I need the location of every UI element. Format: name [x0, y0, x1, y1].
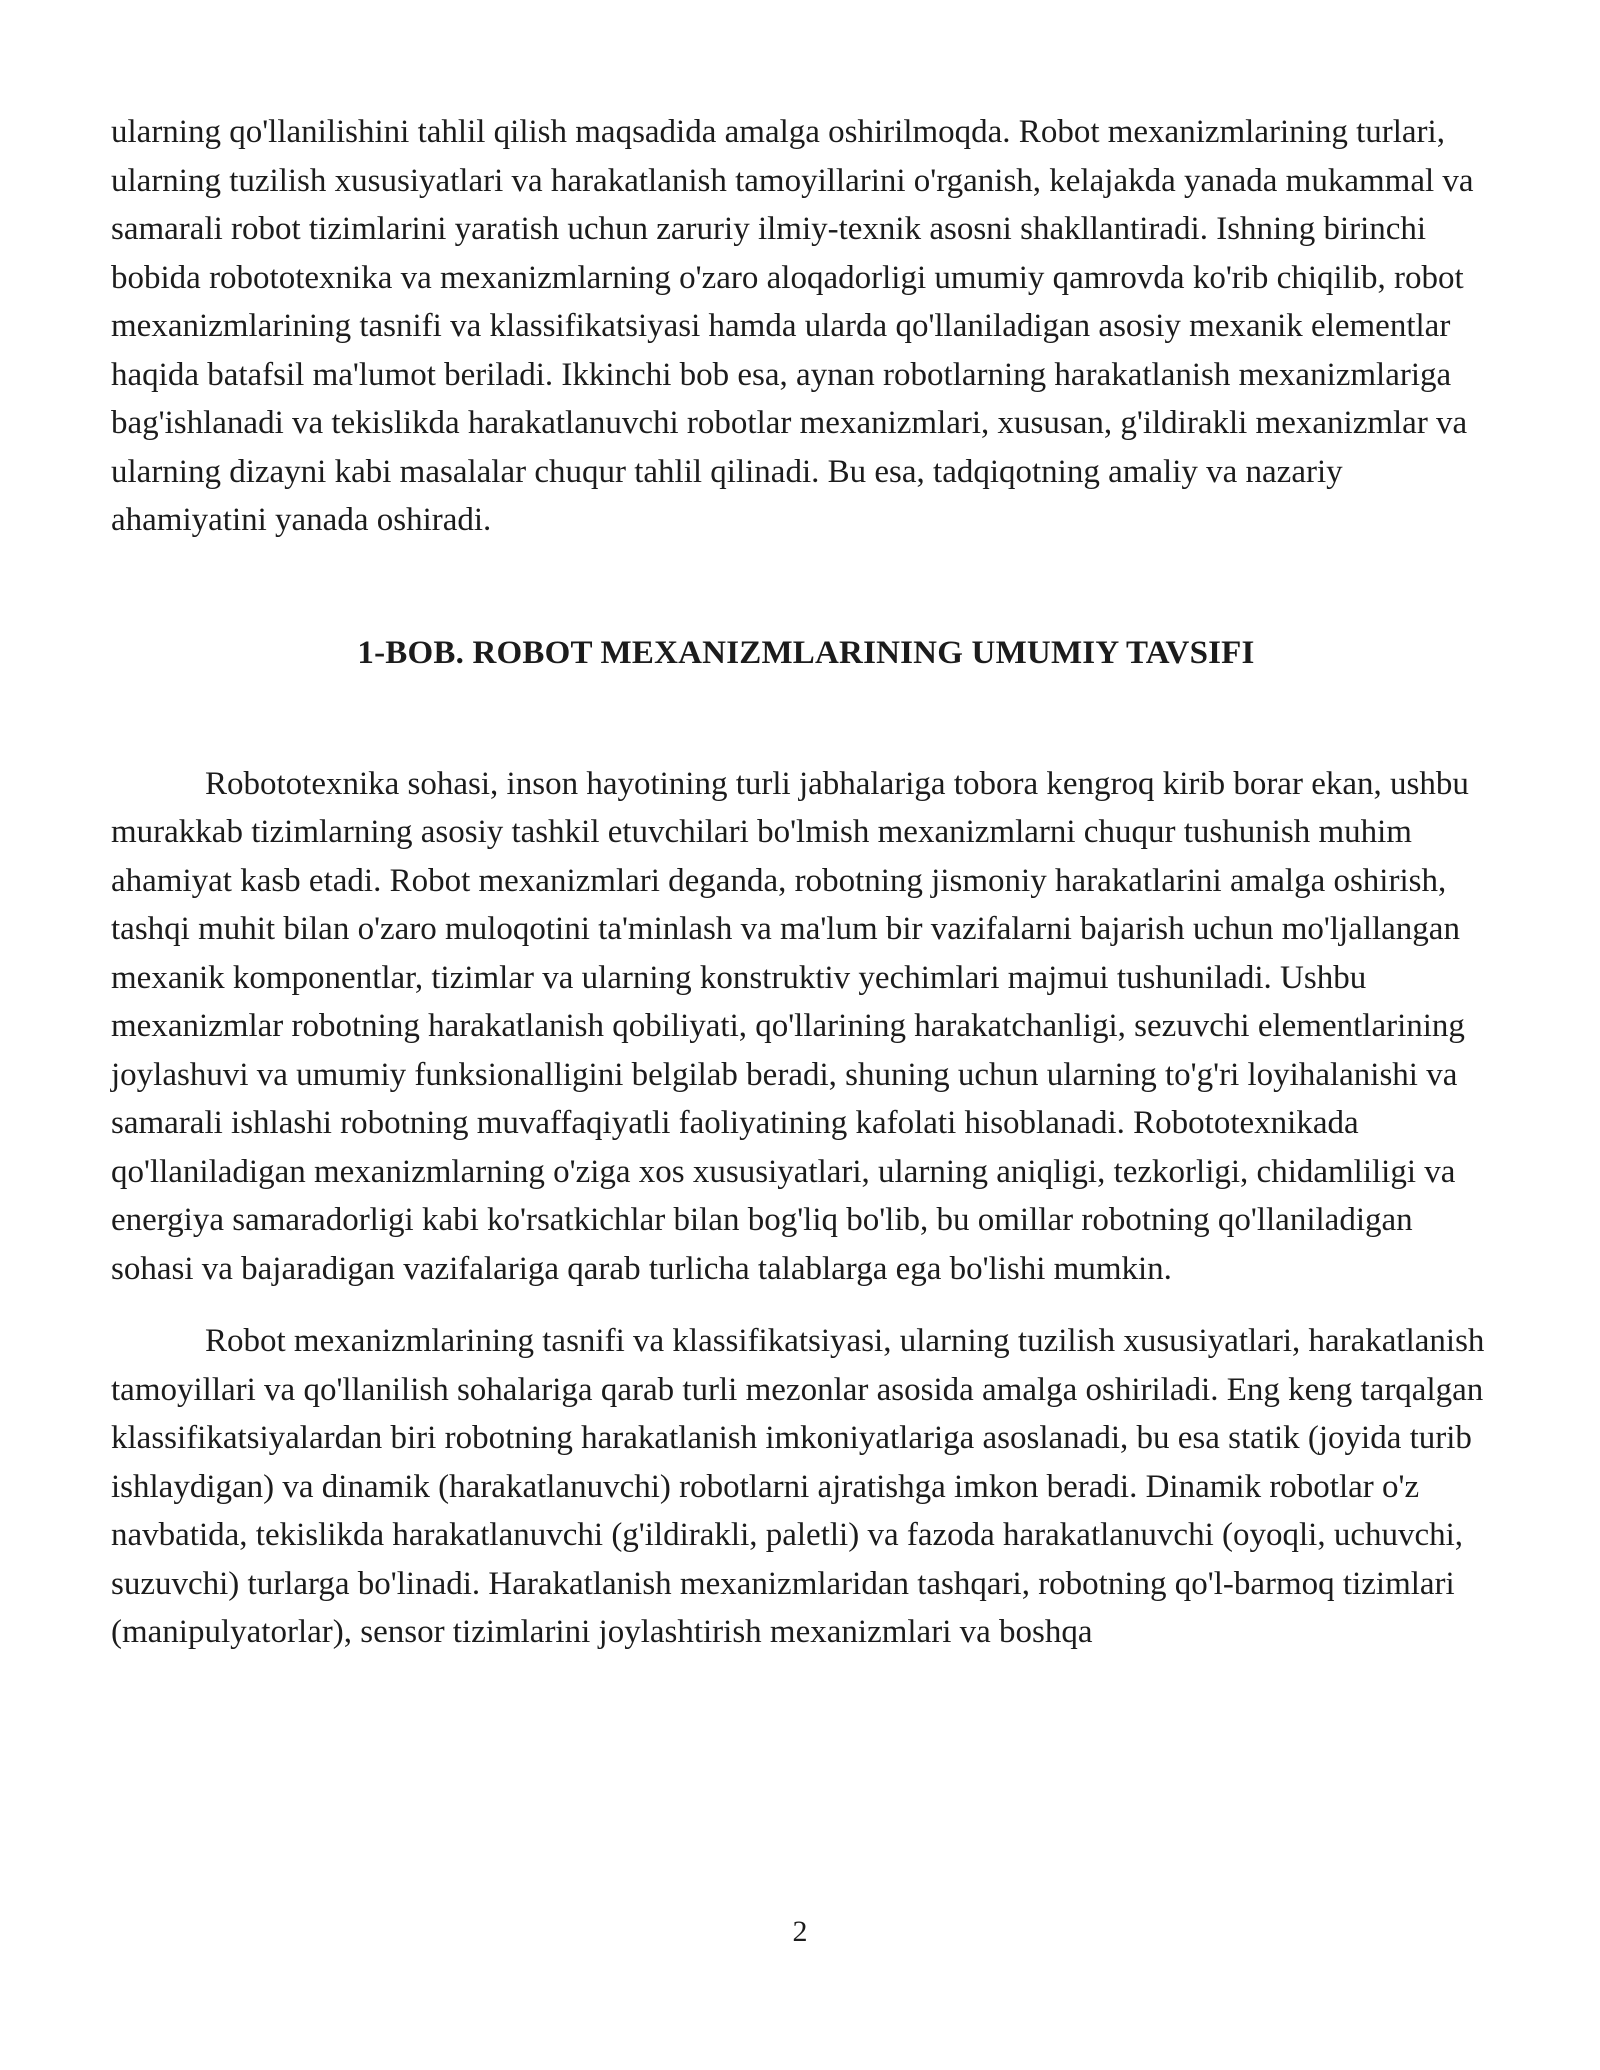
- page-content: [111, 108, 1501, 1657]
- chapter-title: 1-BOB. ROBOT MEXANIZMLARINING UMUMIY TAVSIFI: [357, 634, 1255, 671]
- intro-paragraph: ularning qo'llanilishini tahlil qilish maqsadida amalga oshirilmoqda. Robot mexanizmlarining turlari, ularning tuzilish xususiyatlari va harakatlanish tamoyillarini o'rganish, kelajakda yanada mukammal va samarali robot tizimlarini yaratish uchun zaruriy ilmiy-texnik asosni shakllantiradi. Ishning birinchi bobida robototexnika va mexanizmlarning o'zaro aloqadorligi umumiy qamrovda ko'rib chiqilib, robot mexanizmlarining tasnifi va klassifikatsiyasi hamda ularda qo'llaniladigan asosiy mexanik elementlar haqida batafsil ma'lumot beriladi. Ikkinchi bob esa, aynan robotlarning harakatlanish mexanizmlariga bag'ishlanadi va tekislikda harakatlanuvchi robotlar mexanizmlari, xususan, g'ildirakli mexanizmlar va ularning dizayni kabi masalalar chuqur tahlil qilinadi. Bu esa, tadqiqotning amaliy va nazariy ahamiyatini yanada oshiradi.: [111, 114, 1474, 538]
- body-paragraph-1: Robototexnika sohasi, inson hayotining turli jabhalariga tobora kengroq kirib borar ekan, ushbu murakkab tizimlarning asosiy tashkil etuvchilari bo'lmish mexanizmlarni chuqur tushunish muhim ahamiyat kasb etadi. Robot mexanizmlari deganda, robotning jismoniy harakatlarini amalga oshirish, tashqi muhit bilan o'zaro muloqotini ta'minlash va ma'lum bir vazifalarni bajarish uchun mo'ljallangan mexanik komponentlar, tizimlar va ularning konstruktiv yechimlari majmui tushuniladi. Ushbu mexanizmlar robotning harakatlanish qobiliyati, qo'llarining harakatchanligi, sezuvchi elementlarining joylashuvi va umumiy funksionalligini belgilab beradi, shuning uchun ularning to'g'ri loyihalanishi va samarali ishlashi robotning muvaffaqiyatli faoliyatining kafolati hisoblanadi. Robototexnikada qo'llaniladigan mexanizmlarning o'ziga xos xususiyatlari, ularning aniqligi, tezkorligi, chidamliligi va energiya samaradorligi kabi ko'rsatkichlar bilan bog'liq bo'lib, bu omillar robotning qo'llaniladigan sohasi va bajaradigan vazifalariga qarab turlicha talablarga ega bo'lishi mumkin.: [111, 765, 1469, 1287]
- page-number: 2: [792, 1915, 808, 1948]
- body-paragraph-2: Robot mexanizmlarining tasnifi va klassifikatsiyasi, ularning tuzilish xususiyatlari, harakatlanish tamoyillari va qo'llanilish sohalariga qarab turli mezonlar asosida amalga oshiriladi. Eng keng tarqalgan klassifikatsiyalardan biri robotning harakatlanish imkoniyatlariga asoslanadi, bu esa statik (joyida turib ishlaydigan) va dinamik (harakatlanuvchi) robotlarni ajratishga imkon beradi. Dinamik robotlar o'z navbatida, tekislikda harakatlanuvchi (g'ildirakli, paletli) va fazoda harakatlanuvchi (oyoqli, uchuvchi, suzuvchi) turlarga bo'linadi. Harakatlanish mexanizmlaridan tashqari, robotning qo'l-barmoq tizimlari (manipulyatorlar), sensor tizimlarini joylashtirish mexanizmlari va boshqa: [111, 1323, 1485, 1650]
